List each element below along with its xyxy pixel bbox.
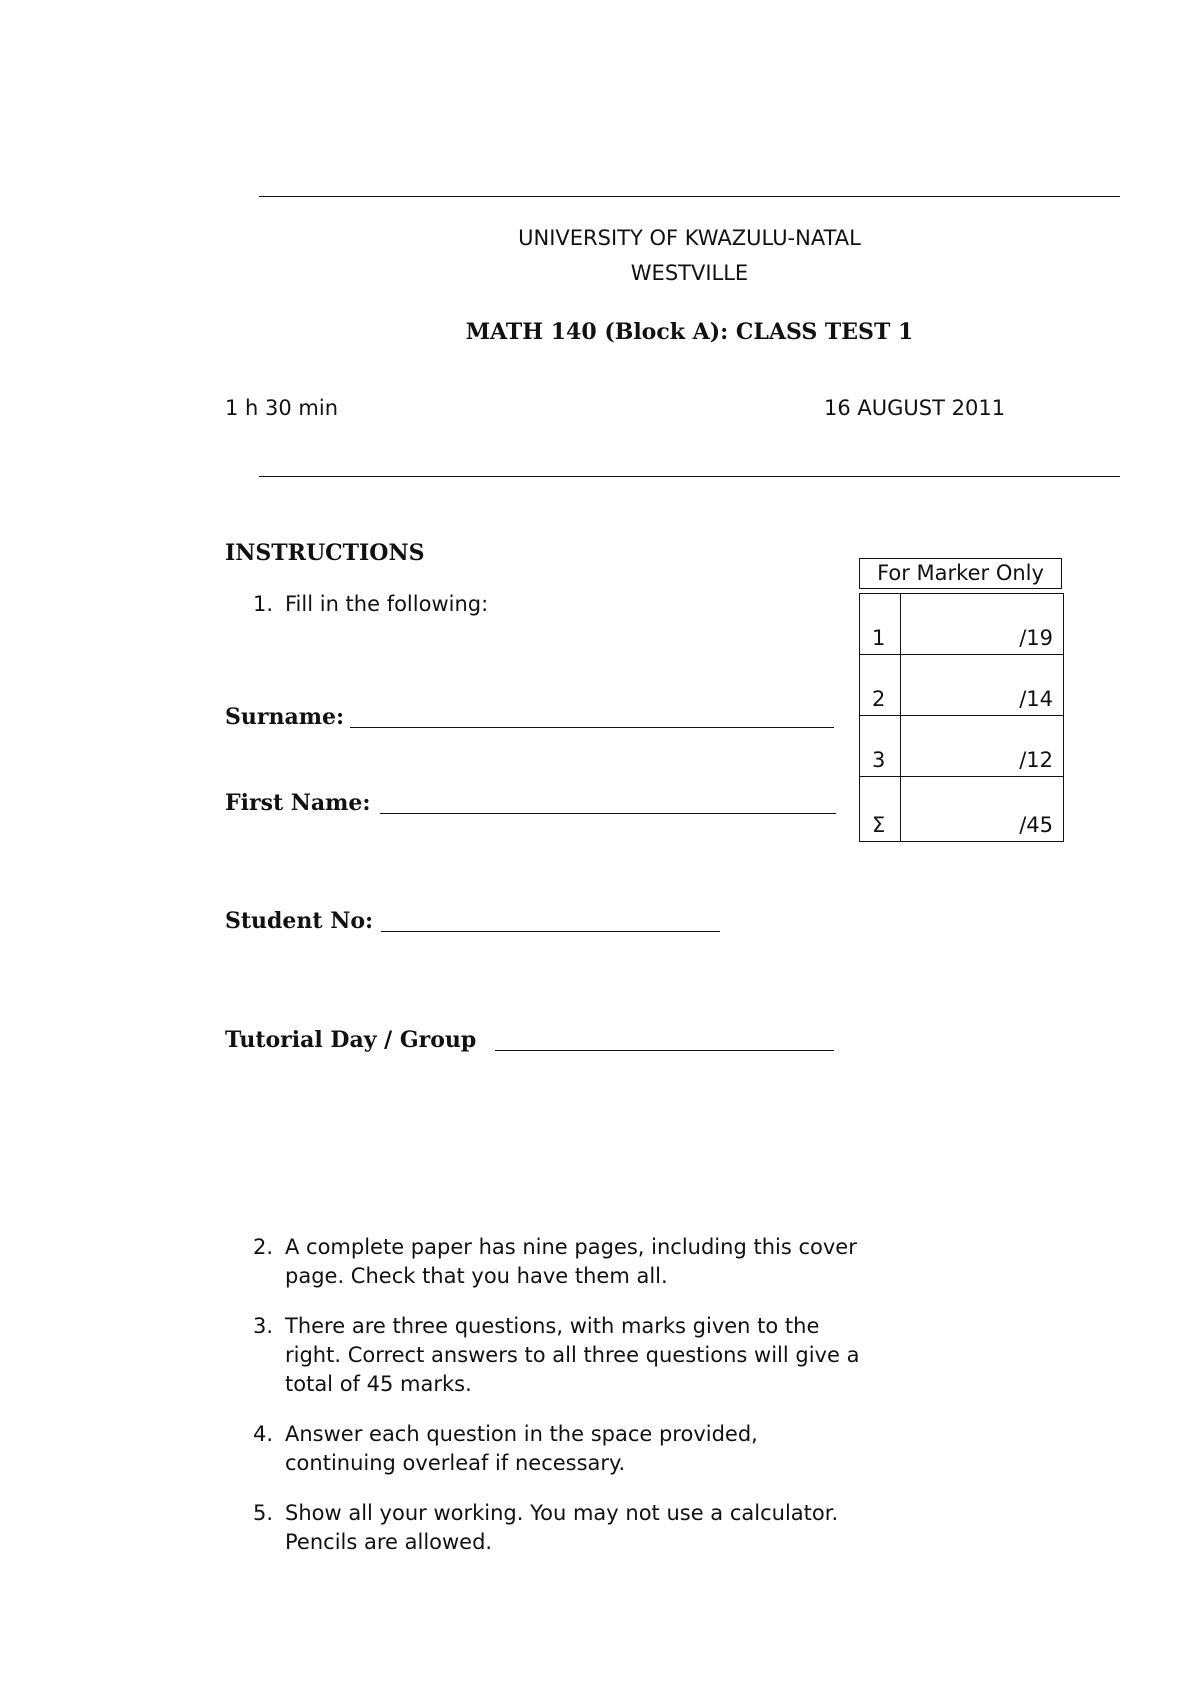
bottom-rule: [259, 476, 1120, 477]
surname-field[interactable]: [350, 727, 834, 728]
student-no-field[interactable]: [381, 931, 720, 932]
item-4-number: 4.: [253, 1422, 274, 1446]
marker-marks: /19: [1019, 626, 1053, 650]
item-2-text: A complete paper has nine pages, including this cover page. Check that you have them all.: [285, 1235, 857, 1288]
item-4-text: Answer each question in the space provided, continuing overleaf if necessary.: [285, 1422, 758, 1475]
marker-row: [860, 594, 1063, 655]
tutorial-field[interactable]: [495, 1050, 834, 1051]
top-rule: [259, 196, 1120, 197]
item-5-text: Show all your working. You may not use a calculator. Pencils are allowed.: [285, 1501, 839, 1554]
student-no-label: Student No:: [225, 908, 374, 934]
item-2-number: 2.: [253, 1235, 274, 1259]
marker-row: [860, 655, 1063, 716]
duration: 1 h 30 min: [225, 396, 339, 420]
marker-row: [860, 777, 1063, 841]
item-3-number: 3.: [253, 1314, 274, 1338]
instructions-heading: INSTRUCTIONS: [225, 540, 425, 566]
item-1-text: Fill in the following:: [285, 592, 489, 616]
marker-row: [860, 716, 1063, 777]
university-name: UNIVERSITY OF KWAZULU-NATAL: [518, 226, 861, 250]
marker-question: 2: [872, 687, 886, 711]
test-title: MATH 140 (Block A): CLASS TEST 1: [465, 319, 914, 345]
marker-marks-total: /45: [1019, 813, 1053, 837]
item-5-number: 5.: [253, 1501, 274, 1525]
item-1-number: 1.: [253, 592, 274, 616]
campus-name: WESTVILLE: [630, 261, 749, 285]
marker-marks: /14: [1019, 687, 1053, 711]
marker-table: [859, 593, 1064, 842]
marker-question: 3: [872, 748, 886, 772]
first-name-field[interactable]: [380, 813, 836, 814]
item-3-text: There are three questions, with marks given to the right. Correct answers to all three questions will give a total of 45 marks.: [285, 1314, 860, 1396]
first-name-label: First Name:: [225, 790, 371, 816]
marker-question: 1: [872, 626, 886, 650]
surname-label: Surname:: [225, 704, 345, 730]
marker-heading: For Marker Only: [859, 558, 1062, 589]
marker-question-total: Σ: [872, 813, 886, 837]
tutorial-label: Tutorial Day / Group: [225, 1027, 477, 1053]
marker-marks: /12: [1019, 748, 1053, 772]
test-date: 16 AUGUST 2011: [824, 396, 1006, 420]
